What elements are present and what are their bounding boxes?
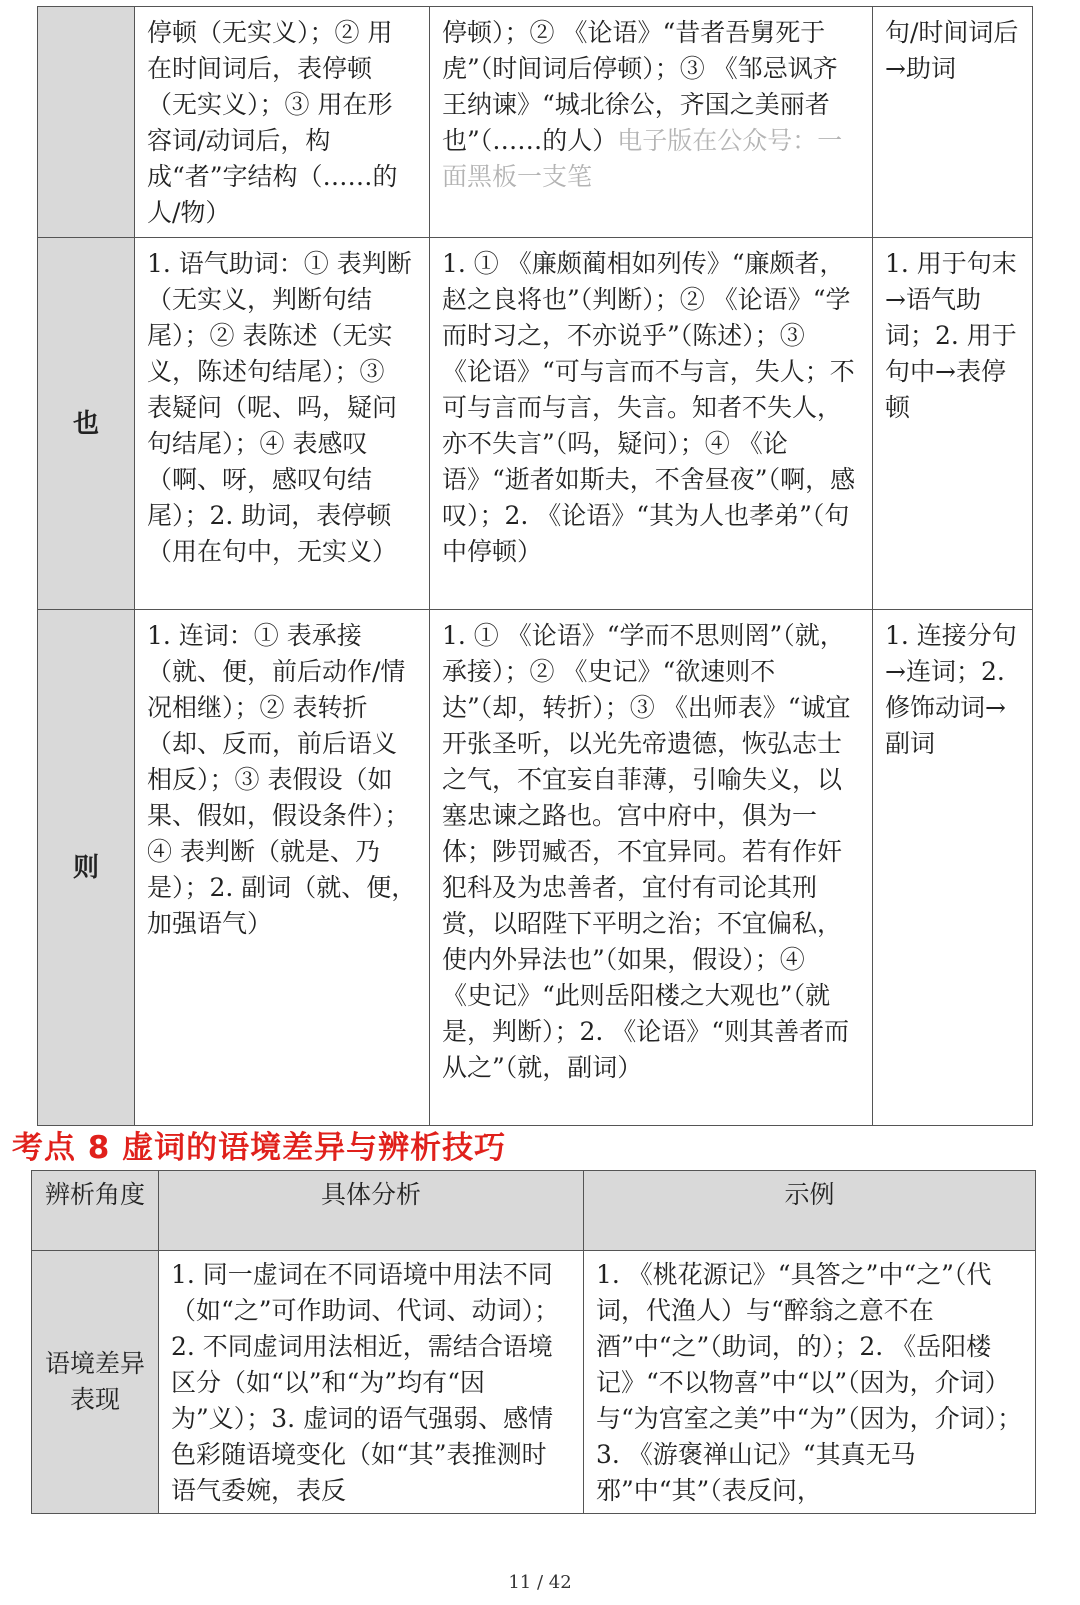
analysis-cell xyxy=(159,1251,584,1514)
table-header-row xyxy=(32,1171,1036,1251)
header-angle: 辨析角度 xyxy=(32,1171,159,1251)
usage-cell: 1. 语气助词：① 表判断（无实义，判断句结尾）；② 表陈述（无实义，陈述句结尾）；③ 表疑问（呢、吗，疑问句结尾）；④ 表感叹（啊、呀，感叹句结尾）；2. 助词，表停顿（用在句中，无实义） xyxy=(135,238,430,610)
word-cell: 也 xyxy=(38,238,135,610)
header-example: 示例 xyxy=(584,1171,1036,1251)
table-row xyxy=(38,238,1033,610)
example-text: 停顿）；② 《论语》“昔者吾舅死于虎”（时间词后停顿）；③ 《邹忌讽齐王纳谏》“城北徐公，齐国之美丽者也”（……的人） xyxy=(442,18,838,155)
usage-cell: 停顿（无实义）；② 用在时间词后，表停顿（无实义）；③ 用在形容词/动词后，构成“者”字结构（……的人/物） xyxy=(135,7,430,238)
angle-cell: 语境差异表现 xyxy=(32,1251,159,1514)
watermark-text: 电子版在公众号：一面黑板一支笔 xyxy=(442,126,843,191)
function-word-table xyxy=(37,6,1033,1126)
table-row xyxy=(38,7,1033,238)
table-row xyxy=(32,1251,1036,1514)
section-heading: 考点 8 虚词的语境差异与辨析技巧 xyxy=(12,1130,507,1166)
usage-cell: 1. 连词：① 表承接（就、便，前后动作/情况相继）；② 表转折（却、反而，前后语义相反）；③ 表假设（如果、假如，假设条件）；④ 表判断（就是、乃是）；2. 副词（就、便，加强语气） xyxy=(135,610,430,1126)
example-text: 1. ① 《廉颇蔺相如列传》“廉颇者，赵之良将也”（判断）；② 《论语》“学而时习之，不亦说乎”（陈述）；③ 《论语》“可与言而不与言，失人；不可与言而与言，失言。知者不失人，亦不失言”（吗，疑问）；④ 《论语》“逝者如斯夫，不舍昼夜”（啊，感叹）；2. 《论语》“其为人也孝弟”（句中停顿） xyxy=(442,249,856,566)
example-cell xyxy=(430,238,873,610)
page-number: 11 / 42 xyxy=(508,1572,572,1593)
word-cell xyxy=(38,7,135,238)
header-analysis: 具体分析 xyxy=(159,1171,584,1251)
word-cell: 则 xyxy=(38,610,135,1126)
position-cell: 句/时间词后→助词 xyxy=(873,7,1033,238)
example-text: 1. ① 《论语》“学而不思则罔”（就，承接）；② 《史记》“欲速则不达”（却，转折）；③ 《出师表》“诚宜开张圣听，以光先帝遗德，恢弘志士之气，不宜妄自菲薄，引喻失义，以塞忠谏之路也。宫中府中，俱为一体；陟罚臧否，不宜异同。若有作奸犯科及为忠善者，宜付有司论其刑赏，以昭陛下平明之治；不宜偏私，使内外异法也”（如果，假设）；④ 《史记》“此则岳阳楼之大观也”（就是，判断）；2. 《论语》“则其善者而从之”（就，副词） xyxy=(442,621,851,1082)
example-cell xyxy=(584,1251,1036,1514)
example-cell xyxy=(430,7,873,238)
position-cell: 1. 连接分句→连词；2. 修饰动词→副词 xyxy=(873,610,1033,1126)
position-cell: 1. 用于句末→语气助词；2. 用于句中→表停顿 xyxy=(873,238,1033,610)
analysis-text: 1. 同一虚词在不同语境中用法不同（如“之”可作助词、代词、动词）；2. 不同虚词用法相近，需结合语境区分（如“以”和“为”均有“因为”义）；3. 虚词的语气强弱、感情色彩随语境变化（如“其”表推测时语气委婉，表反 xyxy=(171,1260,560,1505)
table-row xyxy=(38,610,1033,1126)
example-cell xyxy=(430,610,873,1126)
example-text: 1. 《桃花源记》“具答之”中“之”（代词，代渔人）与“醉翁之意不在酒”中“之”（助词，的）；2. 《岳阳楼记》“不以物喜”中“以”（因为，介词）与“为宫室之美”中“为”（因为，介词）；3. 《游褒禅山记》“其真无马邪”中“其”（表反问， xyxy=(596,1260,1023,1505)
context-analysis-table xyxy=(31,1170,1036,1514)
